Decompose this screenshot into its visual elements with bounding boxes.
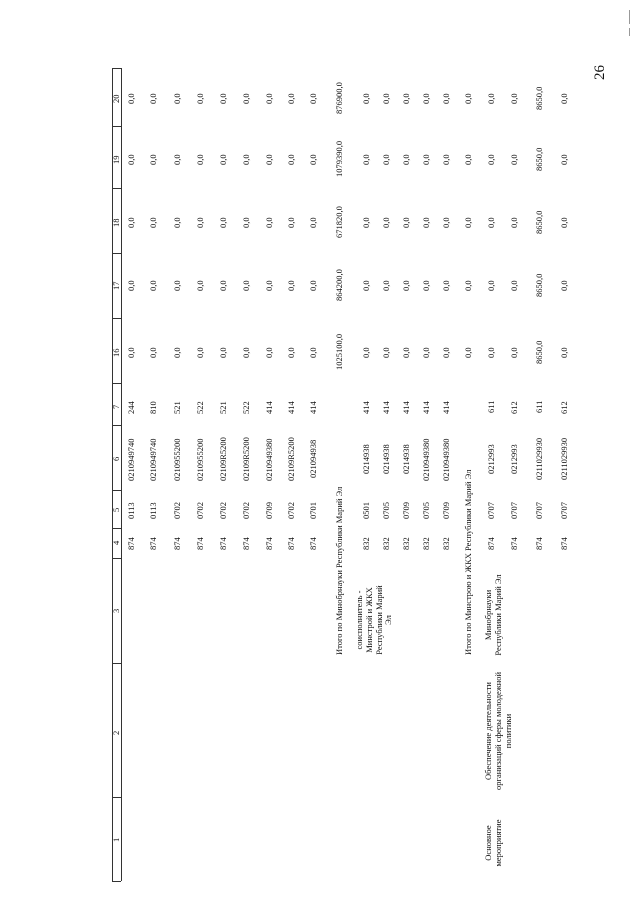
cell-c4-row-1: 874 [125, 536, 136, 550]
column-number-20: 20 [110, 94, 121, 103]
main-event-label: Основное мероприятие [483, 819, 503, 867]
cell-c19-row-20: 0,0 [558, 153, 569, 165]
cell-c16-row-14: 0,0 [420, 346, 431, 358]
cell-c17-row-18: 0,0 [508, 279, 519, 291]
cell-c7-row-12: 414 [380, 400, 391, 414]
cell-c17-row-11: 0,0 [360, 279, 371, 291]
cell-c6-row-3: 0210955200 [171, 438, 182, 481]
cell-c4-row-11: 832 [360, 536, 371, 550]
cell-c16-row-18: 0,0 [508, 346, 519, 358]
cell-c16-row-13: 0,0 [400, 346, 411, 358]
column-number-19: 19 [110, 155, 121, 164]
column-boundary [112, 797, 121, 798]
cell-c7-row-2: 810 [147, 400, 158, 414]
cell-c19-row-13: 0,0 [400, 153, 411, 165]
cell-c7-row-1: 244 [125, 400, 136, 414]
cell-c19-row-5: 0,0 [217, 153, 228, 165]
cell-c16-row-2: 0,0 [147, 346, 158, 358]
cell-c5-row-13: 0709 [400, 501, 411, 519]
cell-c6-row-13: 0214938 [400, 444, 411, 474]
cell-c7-row-7: 414 [263, 400, 274, 414]
cell-c19-row-3: 0,0 [171, 153, 182, 165]
cell-c20-row-10: 876900,0 [333, 82, 344, 114]
cell-c18-row-19: 8650,0 [533, 210, 544, 234]
cell-c20-row-4: 0,0 [194, 92, 205, 104]
column-boundary [112, 425, 121, 426]
column-number-18: 18 [110, 218, 121, 227]
cell-c5-row-2: 0113 [147, 501, 158, 519]
column-boundary [112, 68, 121, 69]
cell-c19-row-10: 1079390,0 [333, 140, 344, 177]
cell-c4-row-12: 832 [380, 536, 391, 550]
column-number-1: 1 [110, 837, 121, 842]
cell-c18-row-13: 0,0 [400, 216, 411, 228]
cell-c18-row-2: 0,0 [147, 216, 158, 228]
cell-c18-row-4: 0,0 [194, 216, 205, 228]
cell-c18-row-5: 0,0 [217, 216, 228, 228]
cell-c19-row-1: 0,0 [125, 153, 136, 165]
margin-tick [629, 10, 630, 24]
cell-c16-row-16: 0,0 [462, 346, 473, 358]
cell-c16-row-19: 8650,0 [533, 340, 544, 364]
cell-c4-row-5: 874 [217, 536, 228, 550]
cell-c5-row-20: 0707 [558, 501, 569, 519]
cell-c17-row-20: 0,0 [558, 279, 569, 291]
cell-c17-row-14: 0,0 [420, 279, 431, 291]
coexecutor-cell: соисполнитель - Минстрой и ЖКХ Республики Марий Эл [354, 585, 394, 655]
cell-c18-row-10: 671820,0 [333, 206, 344, 238]
column-number-5: 5 [110, 507, 121, 512]
cell-c4-row-4: 874 [194, 536, 205, 550]
cell-c6-row-19: 0211029930 [533, 437, 544, 480]
column-boundary [112, 383, 121, 384]
cell-c7-row-3: 521 [171, 400, 182, 414]
cell-c5-row-11: 0501 [360, 501, 371, 519]
cell-c4-row-3: 874 [171, 536, 182, 550]
cell-c5-row-19: 0707 [533, 501, 544, 519]
cell-c20-row-6: 0,0 [240, 92, 251, 104]
column-number-2: 2 [110, 730, 121, 735]
cell-c5-row-9: 0701 [307, 501, 318, 519]
cell-c16-row-1: 0,0 [125, 346, 136, 358]
cell-c16-row-7: 0,0 [263, 346, 274, 358]
cell-c7-row-5: 521 [217, 400, 228, 414]
cell-c19-row-6: 0,0 [240, 153, 251, 165]
cell-c19-row-9: 0,0 [307, 153, 318, 165]
cell-c20-row-13: 0,0 [400, 92, 411, 104]
cell-c18-row-9: 0,0 [307, 216, 318, 228]
cell-c20-row-17: 0,0 [485, 92, 496, 104]
column-boundary [112, 126, 121, 127]
cell-c17-row-10: 864200,0 [333, 269, 344, 301]
cell-c17-row-6: 0,0 [240, 279, 251, 291]
cell-c16-row-8: 0,0 [285, 346, 296, 358]
cell-c19-row-8: 0,0 [285, 153, 296, 165]
column-boundary [112, 558, 121, 559]
cell-c20-row-5: 0,0 [217, 92, 228, 104]
cell-c5-row-7: 0709 [263, 501, 274, 519]
cell-c20-row-2: 0,0 [147, 92, 158, 104]
cell-c5-row-6: 0702 [240, 501, 251, 519]
cell-c7-row-20: 612 [558, 400, 569, 414]
cell-c7-row-13: 414 [400, 400, 411, 414]
cell-c4-row-13: 832 [400, 536, 411, 550]
column-boundary [112, 881, 121, 882]
cell-c6-row-12: 0214938 [380, 444, 391, 474]
column-number-4: 4 [110, 540, 121, 545]
cell-c17-row-8: 0,0 [285, 279, 296, 291]
cell-c6-row-20: 0211029930 [558, 437, 569, 480]
column-boundary [112, 528, 121, 529]
column-number-17: 17 [110, 281, 121, 290]
cell-c20-row-11: 0,0 [360, 92, 371, 104]
cell-c5-row-17: 0707 [485, 501, 496, 519]
cell-c17-row-16: 0,0 [462, 279, 473, 291]
cell-c20-row-16: 0,0 [462, 92, 473, 104]
executor-cell: Минобрнауки Республики Марий Эл [483, 574, 503, 656]
cell-c20-row-15: 0,0 [440, 92, 451, 104]
cell-c7-row-18: 612 [508, 400, 519, 414]
cell-c16-row-10: 1025100,0 [333, 333, 344, 370]
cell-c6-row-8: 02109R5200 [285, 437, 296, 481]
cell-c6-row-2: 0210949740 [147, 438, 158, 481]
cell-c7-row-19: 611 [533, 400, 544, 413]
cell-c6-row-11: 0214938 [360, 444, 371, 474]
cell-c7-row-4: 522 [194, 400, 205, 414]
cell-c5-row-5: 0702 [217, 501, 228, 519]
cell-c17-row-5: 0,0 [217, 279, 228, 291]
cell-c7-row-11: 414 [360, 400, 371, 414]
cell-c19-row-7: 0,0 [263, 153, 274, 165]
column-boundary [112, 490, 121, 491]
cell-c16-row-6: 0,0 [240, 346, 251, 358]
cell-c5-row-14: 0705 [420, 501, 431, 519]
column-boundary [112, 253, 121, 254]
cell-c18-row-17: 0,0 [485, 216, 496, 228]
column-number-7: 7 [110, 404, 121, 409]
cell-c20-row-18: 0,0 [508, 92, 519, 104]
cell-c19-row-19: 8650,0 [533, 147, 544, 171]
cell-c19-row-2: 0,0 [147, 153, 158, 165]
column-number-16: 16 [110, 348, 121, 357]
cell-c19-row-15: 0,0 [440, 153, 451, 165]
cell-c16-row-5: 0,0 [217, 346, 228, 358]
cell-c4-row-18: 874 [508, 536, 519, 550]
cell-c5-row-1: 0113 [125, 501, 136, 519]
cell-c6-row-18: 0212993 [508, 444, 519, 474]
cell-c16-row-15: 0,0 [440, 346, 451, 358]
cell-c20-row-20: 0,0 [558, 92, 569, 104]
cell-c19-row-18: 0,0 [508, 153, 519, 165]
cell-c17-row-9: 0,0 [307, 279, 318, 291]
cell-c4-row-6: 874 [240, 536, 251, 550]
cell-c18-row-7: 0,0 [263, 216, 274, 228]
cell-c18-row-18: 0,0 [508, 216, 519, 228]
cell-c18-row-1: 0,0 [125, 216, 136, 228]
cell-c6-row-7: 0210949380 [263, 438, 274, 481]
cell-c17-row-7: 0,0 [263, 279, 274, 291]
cell-c17-row-4: 0,0 [194, 279, 205, 291]
cell-c17-row-12: 0,0 [380, 279, 391, 291]
cell-c5-row-18: 0707 [508, 501, 519, 519]
cell-c18-row-16: 0,0 [462, 216, 473, 228]
cell-c16-row-12: 0,0 [380, 346, 391, 358]
cell-c20-row-9: 0,0 [307, 92, 318, 104]
cell-c4-row-17: 874 [485, 536, 496, 550]
cell-c7-row-15: 414 [440, 400, 451, 414]
cell-c18-row-12: 0,0 [380, 216, 391, 228]
table-edge-line [112, 68, 113, 881]
cell-c18-row-14: 0,0 [420, 216, 431, 228]
cell-c4-row-14: 832 [420, 536, 431, 550]
cell-c17-row-15: 0,0 [440, 279, 451, 291]
cell-c5-row-12: 0705 [380, 501, 391, 519]
cell-c18-row-15: 0,0 [440, 216, 451, 228]
cell-c18-row-8: 0,0 [285, 216, 296, 228]
cell-c17-row-3: 0,0 [171, 279, 182, 291]
cell-c4-row-7: 874 [263, 536, 274, 550]
cell-c7-row-17: 611 [485, 400, 496, 413]
cell-c19-row-12: 0,0 [380, 153, 391, 165]
cell-c4-row-19: 874 [533, 536, 544, 550]
cell-c7-row-9: 414 [307, 400, 318, 414]
column-boundary [112, 318, 121, 319]
cell-c16-row-11: 0,0 [360, 346, 371, 358]
cell-c4-row-2: 874 [147, 536, 158, 550]
cell-c17-row-1: 0,0 [125, 279, 136, 291]
cell-c6-row-15: 0210949380 [440, 438, 451, 481]
cell-c20-row-7: 0,0 [263, 92, 274, 104]
cell-c20-row-19: 8650,0 [533, 86, 544, 110]
cell-c4-row-9: 874 [307, 536, 318, 550]
column-boundary [112, 188, 121, 189]
subtotal-label: Итого по Минстрою и ЖКХ Республики Марий Эл [462, 469, 473, 655]
cell-c16-row-3: 0,0 [171, 346, 182, 358]
cell-c6-row-1: 0210949740 [125, 438, 136, 481]
cell-c20-row-3: 0,0 [171, 92, 182, 104]
cell-c7-row-6: 522 [240, 400, 251, 414]
cell-c6-row-6: 02109R5200 [240, 437, 251, 481]
cell-c16-row-20: 0,0 [558, 346, 569, 358]
cell-c19-row-14: 0,0 [420, 153, 431, 165]
cell-c19-row-11: 0,0 [360, 153, 371, 165]
cell-c17-row-19: 8650,0 [533, 273, 544, 297]
cell-c17-row-2: 0,0 [147, 279, 158, 291]
margin-tick [629, 28, 630, 36]
cell-c19-row-16: 0,0 [462, 153, 473, 165]
cell-c17-row-17: 0,0 [485, 279, 496, 291]
cell-c5-row-8: 0702 [285, 501, 296, 519]
cell-c18-row-11: 0,0 [360, 216, 371, 228]
cell-c5-row-15: 0709 [440, 501, 451, 519]
cell-c6-row-17: 0212993 [485, 444, 496, 474]
main-event-description: Обеспечение деятельности организаций сферы молодежной политики [483, 671, 513, 791]
cell-c18-row-6: 0,0 [240, 216, 251, 228]
cell-c7-row-8: 414 [285, 400, 296, 414]
cell-c19-row-17: 0,0 [485, 153, 496, 165]
cell-c16-row-17: 0,0 [485, 346, 496, 358]
cell-c17-row-13: 0,0 [400, 279, 411, 291]
cell-c20-row-12: 0,0 [380, 92, 391, 104]
cell-c20-row-8: 0,0 [285, 92, 296, 104]
cell-c6-row-14: 0210949380 [420, 438, 431, 481]
cell-c6-row-4: 0210955200 [194, 438, 205, 481]
header-band-line [121, 68, 122, 881]
cell-c18-row-3: 0,0 [171, 216, 182, 228]
cell-c4-row-8: 874 [285, 536, 296, 550]
column-number-3: 3 [110, 608, 121, 613]
cell-c16-row-4: 0,0 [194, 346, 205, 358]
cell-c19-row-4: 0,0 [194, 153, 205, 165]
cell-c7-row-14: 414 [420, 400, 431, 414]
column-number-6: 6 [110, 456, 121, 461]
cell-c4-row-20: 874 [558, 536, 569, 550]
cell-c5-row-4: 0702 [194, 501, 205, 519]
column-boundary [112, 663, 121, 664]
cell-c6-row-9: 021094938 [307, 439, 318, 478]
cell-c6-row-5: 02109R5200 [217, 437, 228, 481]
cell-c4-row-15: 832 [440, 536, 451, 550]
cell-c20-row-14: 0,0 [420, 92, 431, 104]
subtotal-label: Итого по Минобрнауки Республики Марий Эл [333, 486, 344, 655]
cell-c20-row-1: 0,0 [125, 92, 136, 104]
cell-c5-row-3: 0702 [171, 501, 182, 519]
cell-c16-row-9: 0,0 [307, 346, 318, 358]
page-number: 26 [592, 65, 608, 80]
cell-c18-row-20: 0,0 [558, 216, 569, 228]
